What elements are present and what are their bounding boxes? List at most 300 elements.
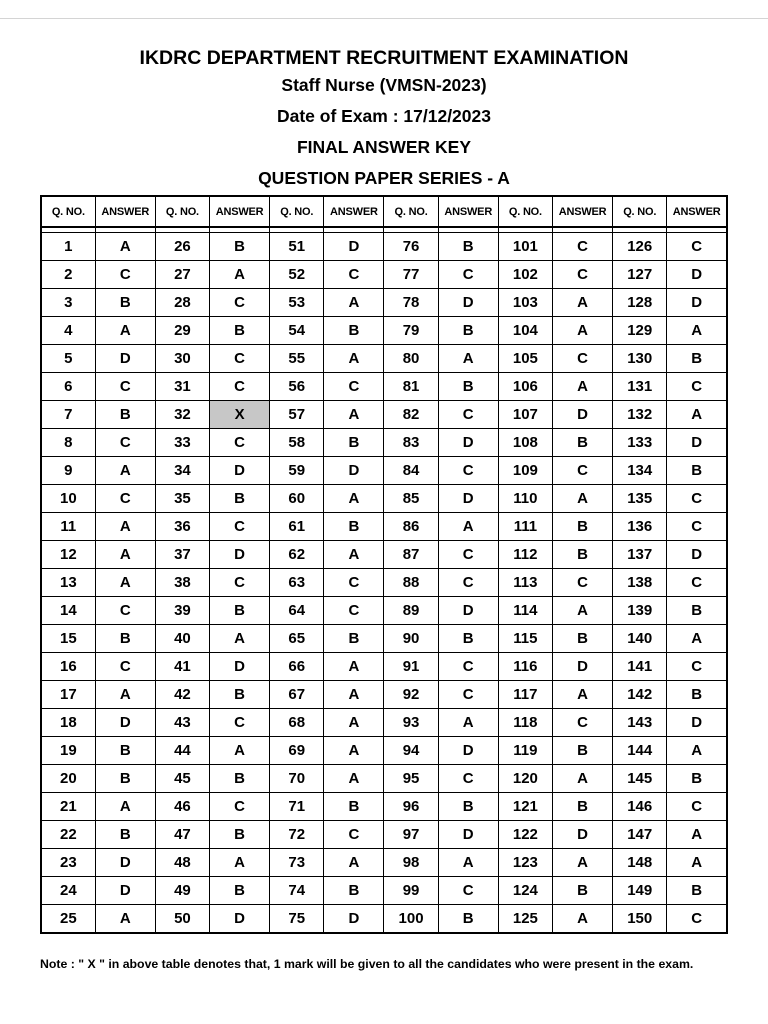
question-number: 127 <box>613 261 667 289</box>
answer-cell: C <box>552 709 612 737</box>
question-number: 38 <box>155 569 209 597</box>
table-row <box>41 317 727 345</box>
answer-cell: A <box>95 905 155 934</box>
answer-cell: A <box>438 345 498 373</box>
question-number: 149 <box>613 877 667 905</box>
answer-cell: D <box>438 289 498 317</box>
question-number: 30 <box>155 345 209 373</box>
answer-cell: C <box>438 681 498 709</box>
answer-cell: D <box>552 653 612 681</box>
answer-cell: A <box>667 737 727 765</box>
question-number: 57 <box>270 401 324 429</box>
question-number: 54 <box>270 317 324 345</box>
answer-cell: A <box>438 709 498 737</box>
answer-cell: B <box>95 821 155 849</box>
question-number: 32 <box>155 401 209 429</box>
answer-cell: B <box>667 765 727 793</box>
question-number: 1 <box>41 233 95 261</box>
answer-cell: C <box>552 569 612 597</box>
answer-cell: A <box>667 821 727 849</box>
answer-cell: C <box>324 597 384 625</box>
question-number: 126 <box>613 233 667 261</box>
question-number: 121 <box>498 793 552 821</box>
table-row <box>41 373 727 401</box>
question-number: 39 <box>155 597 209 625</box>
question-number: 3 <box>41 289 95 317</box>
question-number: 26 <box>155 233 209 261</box>
answer-cell: C <box>324 821 384 849</box>
question-number: 19 <box>41 737 95 765</box>
answer-cell: C <box>438 877 498 905</box>
answer-cell: A <box>552 681 612 709</box>
question-number: 139 <box>613 597 667 625</box>
answer-cell: D <box>667 429 727 457</box>
question-number: 147 <box>613 821 667 849</box>
answer-cell: B <box>552 541 612 569</box>
answer-cell: D <box>209 541 269 569</box>
question-number: 63 <box>270 569 324 597</box>
answer-cell: B <box>324 429 384 457</box>
answer-cell: D <box>95 345 155 373</box>
answer-cell: A <box>324 401 384 429</box>
question-number: 7 <box>41 401 95 429</box>
question-number: 34 <box>155 457 209 485</box>
answer-cell: D <box>438 485 498 513</box>
answer-cell: B <box>209 821 269 849</box>
answer-cell: C <box>209 793 269 821</box>
answer-cell: A <box>95 513 155 541</box>
answer-cell: B <box>324 317 384 345</box>
question-number: 5 <box>41 345 95 373</box>
answer-cell: B <box>552 429 612 457</box>
question-number: 138 <box>613 569 667 597</box>
answer-cell: C <box>438 541 498 569</box>
answer-cell: A <box>95 317 155 345</box>
question-number: 6 <box>41 373 95 401</box>
answer-cell: C <box>667 233 727 261</box>
question-number: 122 <box>498 821 552 849</box>
table-row <box>41 457 727 485</box>
question-number: 116 <box>498 653 552 681</box>
question-number: 111 <box>498 513 552 541</box>
question-number: 49 <box>155 877 209 905</box>
answer-key-body <box>41 227 727 933</box>
question-number: 64 <box>270 597 324 625</box>
answer-cell: A <box>667 401 727 429</box>
question-number: 146 <box>613 793 667 821</box>
question-number: 132 <box>613 401 667 429</box>
answer-cell: A <box>95 541 155 569</box>
table-row <box>41 513 727 541</box>
answer-header: ANSWER <box>438 196 498 227</box>
answer-cell: C <box>667 653 727 681</box>
answer-cell: D <box>95 849 155 877</box>
question-number: 79 <box>384 317 438 345</box>
answer-cell: A <box>324 709 384 737</box>
question-number: 69 <box>270 737 324 765</box>
answer-cell: B <box>95 289 155 317</box>
table-row <box>41 401 727 429</box>
answer-cell: A <box>209 625 269 653</box>
answer-cell: B <box>95 765 155 793</box>
question-number: 80 <box>384 345 438 373</box>
question-number: 119 <box>498 737 552 765</box>
answer-cell: A <box>552 597 612 625</box>
question-number: 36 <box>155 513 209 541</box>
question-number: 67 <box>270 681 324 709</box>
question-number: 94 <box>384 737 438 765</box>
answer-cell: B <box>667 457 727 485</box>
answer-cell: D <box>209 905 269 934</box>
answer-cell: B <box>209 485 269 513</box>
table-row <box>41 765 727 793</box>
q-no-header: Q. NO. <box>155 196 209 227</box>
answer-cell: D <box>209 457 269 485</box>
question-number: 23 <box>41 849 95 877</box>
question-number: 125 <box>498 905 552 934</box>
question-number: 51 <box>270 233 324 261</box>
answer-cell: D <box>667 709 727 737</box>
answer-header: ANSWER <box>552 196 612 227</box>
question-number: 70 <box>270 765 324 793</box>
answer-cell: B <box>324 877 384 905</box>
answer-cell: B <box>438 373 498 401</box>
question-number: 13 <box>41 569 95 597</box>
answer-cell: B <box>209 317 269 345</box>
question-number: 27 <box>155 261 209 289</box>
answer-cell: A <box>324 681 384 709</box>
answer-cell: B <box>209 765 269 793</box>
question-number: 14 <box>41 597 95 625</box>
answer-cell: B <box>438 625 498 653</box>
question-number: 17 <box>41 681 95 709</box>
answer-cell: A <box>552 849 612 877</box>
answer-cell: C <box>209 373 269 401</box>
answer-cell: C <box>95 653 155 681</box>
question-number: 62 <box>270 541 324 569</box>
question-number: 29 <box>155 317 209 345</box>
question-number: 109 <box>498 457 552 485</box>
question-number: 65 <box>270 625 324 653</box>
answer-cell: B <box>95 401 155 429</box>
answer-cell: B <box>324 625 384 653</box>
question-number: 20 <box>41 765 95 793</box>
table-row <box>41 821 727 849</box>
question-number: 106 <box>498 373 552 401</box>
answer-cell: A <box>209 737 269 765</box>
answer-cell: B <box>667 681 727 709</box>
question-number: 86 <box>384 513 438 541</box>
question-number: 100 <box>384 905 438 934</box>
question-number: 24 <box>41 877 95 905</box>
answer-cell: A <box>95 793 155 821</box>
answer-cell: C <box>324 261 384 289</box>
answer-cell: B <box>95 625 155 653</box>
answer-cell: C <box>209 513 269 541</box>
answer-header: ANSWER <box>324 196 384 227</box>
answer-cell: B <box>324 513 384 541</box>
answer-cell: C <box>209 709 269 737</box>
question-number: 148 <box>613 849 667 877</box>
answer-cell: B <box>667 877 727 905</box>
answer-cell: C <box>438 261 498 289</box>
question-number: 112 <box>498 541 552 569</box>
answer-cell: C <box>95 429 155 457</box>
exam-title: IKDRC DEPARTMENT RECRUITMENT EXAMINATION <box>139 47 629 69</box>
table-row <box>41 737 727 765</box>
answer-cell: C <box>95 485 155 513</box>
question-number: 56 <box>270 373 324 401</box>
answer-cell: B <box>324 793 384 821</box>
answer-cell: A <box>324 289 384 317</box>
key-type: FINAL ANSWER KEY <box>296 137 472 157</box>
question-number: 68 <box>270 709 324 737</box>
answer-cell: D <box>438 429 498 457</box>
q-no-header: Q. NO. <box>613 196 667 227</box>
table-row <box>41 793 727 821</box>
table-row <box>41 261 727 289</box>
answer-cell: A <box>324 765 384 793</box>
table-row <box>41 485 727 513</box>
answer-cell: D <box>324 905 384 934</box>
answer-cell: D <box>438 597 498 625</box>
table-header-row <box>41 196 727 227</box>
table-row <box>41 905 727 934</box>
question-number: 21 <box>41 793 95 821</box>
question-number: 42 <box>155 681 209 709</box>
question-number: 28 <box>155 289 209 317</box>
answer-cell: B <box>438 317 498 345</box>
answer-cell: D <box>324 233 384 261</box>
answer-cell: A <box>667 849 727 877</box>
answer-cell: D <box>438 737 498 765</box>
answer-cell: D <box>438 821 498 849</box>
answer-cell: C <box>438 765 498 793</box>
question-number: 113 <box>498 569 552 597</box>
table-row <box>41 289 727 317</box>
question-number: 115 <box>498 625 552 653</box>
q-no-header: Q. NO. <box>498 196 552 227</box>
top-divider <box>0 18 768 19</box>
question-number: 90 <box>384 625 438 653</box>
answer-header: ANSWER <box>209 196 269 227</box>
question-number: 73 <box>270 849 324 877</box>
question-number: 74 <box>270 877 324 905</box>
answer-cell: B <box>438 905 498 934</box>
question-number: 75 <box>270 905 324 934</box>
table-row <box>41 849 727 877</box>
question-number: 140 <box>613 625 667 653</box>
question-number: 105 <box>498 345 552 373</box>
answer-cell: D <box>667 261 727 289</box>
answer-cell: A <box>438 849 498 877</box>
answer-cell: A <box>552 289 612 317</box>
question-number: 60 <box>270 485 324 513</box>
question-number: 50 <box>155 905 209 934</box>
question-number: 88 <box>384 569 438 597</box>
answer-cell: C <box>667 569 727 597</box>
question-number: 133 <box>613 429 667 457</box>
question-number: 43 <box>155 709 209 737</box>
answer-cell: A <box>95 569 155 597</box>
question-number: 91 <box>384 653 438 681</box>
answer-cell: A <box>95 233 155 261</box>
answer-cell: B <box>552 625 612 653</box>
answer-key-table <box>40 195 728 934</box>
question-number: 150 <box>613 905 667 934</box>
question-number: 82 <box>384 401 438 429</box>
question-number: 18 <box>41 709 95 737</box>
question-number: 99 <box>384 877 438 905</box>
question-number: 120 <box>498 765 552 793</box>
answer-cell: B <box>209 681 269 709</box>
question-number: 143 <box>613 709 667 737</box>
answer-cell: C <box>552 233 612 261</box>
answer-cell: A <box>95 457 155 485</box>
question-number: 118 <box>498 709 552 737</box>
answer-cell: C <box>95 261 155 289</box>
answer-cell: B <box>209 877 269 905</box>
table-row <box>41 681 727 709</box>
answer-cell: C <box>324 569 384 597</box>
answer-cell: C <box>438 457 498 485</box>
answer-cell: A <box>552 317 612 345</box>
answer-cell: D <box>667 289 727 317</box>
table-row <box>41 877 727 905</box>
answer-cell: A <box>552 905 612 934</box>
table-row <box>41 429 727 457</box>
answer-cell: D <box>552 821 612 849</box>
question-number: 101 <box>498 233 552 261</box>
table-row <box>41 569 727 597</box>
q-no-header: Q. NO. <box>384 196 438 227</box>
question-number: 96 <box>384 793 438 821</box>
answer-cell: A <box>667 625 727 653</box>
answer-cell: A <box>324 345 384 373</box>
question-number: 53 <box>270 289 324 317</box>
question-number: 110 <box>498 485 552 513</box>
question-number: 123 <box>498 849 552 877</box>
question-number: 97 <box>384 821 438 849</box>
question-number: 44 <box>155 737 209 765</box>
answer-cell: B <box>438 233 498 261</box>
question-number: 16 <box>41 653 95 681</box>
answer-header: ANSWER <box>667 196 727 227</box>
answer-cell: B <box>552 877 612 905</box>
answer-cell: A <box>552 485 612 513</box>
table-row <box>41 597 727 625</box>
table-row <box>41 625 727 653</box>
question-number: 134 <box>613 457 667 485</box>
question-number: 45 <box>155 765 209 793</box>
question-number: 145 <box>613 765 667 793</box>
question-number: 84 <box>384 457 438 485</box>
exam-date: Date of Exam : 17/12/2023 <box>276 106 491 126</box>
answer-cell: A <box>209 849 269 877</box>
paper-series: QUESTION PAPER SERIES - A <box>258 168 510 188</box>
question-number: 10 <box>41 485 95 513</box>
question-number: 35 <box>155 485 209 513</box>
question-number: 85 <box>384 485 438 513</box>
question-number: 83 <box>384 429 438 457</box>
answer-cell: A <box>324 653 384 681</box>
question-number: 144 <box>613 737 667 765</box>
question-number: 77 <box>384 261 438 289</box>
table-row <box>41 541 727 569</box>
answer-cell: A <box>552 765 612 793</box>
question-number: 107 <box>498 401 552 429</box>
table-row <box>41 653 727 681</box>
question-number: 142 <box>613 681 667 709</box>
answer-cell: C <box>667 373 727 401</box>
post-name: Staff Nurse (VMSN-2023) <box>281 75 487 95</box>
question-number: 93 <box>384 709 438 737</box>
table-row <box>41 345 727 373</box>
question-number: 9 <box>41 457 95 485</box>
q-no-header: Q. NO. <box>41 196 95 227</box>
question-number: 47 <box>155 821 209 849</box>
question-number: 124 <box>498 877 552 905</box>
question-number: 76 <box>384 233 438 261</box>
answer-cell: B <box>95 737 155 765</box>
answer-cell: C <box>552 457 612 485</box>
question-number: 89 <box>384 597 438 625</box>
table-row <box>41 709 727 737</box>
answer-cell: C <box>667 793 727 821</box>
question-number: 61 <box>270 513 324 541</box>
answer-cell: D <box>95 877 155 905</box>
answer-cell: A <box>324 737 384 765</box>
question-number: 25 <box>41 905 95 934</box>
question-number: 81 <box>384 373 438 401</box>
question-number: 59 <box>270 457 324 485</box>
question-number: 114 <box>498 597 552 625</box>
footnote: Note : " X " in above table denotes that, 1 mark will be given to all the candidates who were present in the exam. <box>40 957 694 971</box>
question-number: 104 <box>498 317 552 345</box>
question-number: 78 <box>384 289 438 317</box>
question-number: 135 <box>613 485 667 513</box>
answer-cell: A <box>324 849 384 877</box>
answer-cell: B <box>209 597 269 625</box>
table-row <box>41 233 727 261</box>
question-number: 87 <box>384 541 438 569</box>
document-header <box>0 46 768 194</box>
answer-cell: C <box>667 905 727 934</box>
answer-cell: B <box>552 793 612 821</box>
question-number: 137 <box>613 541 667 569</box>
question-number: 102 <box>498 261 552 289</box>
question-number: 130 <box>613 345 667 373</box>
answer-cell: B <box>552 737 612 765</box>
answer-cell: C <box>209 289 269 317</box>
question-number: 15 <box>41 625 95 653</box>
answer-cell: X <box>209 401 269 429</box>
answer-cell: C <box>552 261 612 289</box>
answer-cell: C <box>552 345 612 373</box>
question-number: 37 <box>155 541 209 569</box>
answer-cell: C <box>324 373 384 401</box>
answer-cell: C <box>95 597 155 625</box>
question-number: 98 <box>384 849 438 877</box>
question-number: 95 <box>384 765 438 793</box>
question-number: 12 <box>41 541 95 569</box>
answer-cell: A <box>209 261 269 289</box>
answer-cell: B <box>438 793 498 821</box>
answer-cell: A <box>324 541 384 569</box>
answer-cell: C <box>667 485 727 513</box>
question-number: 4 <box>41 317 95 345</box>
answer-cell: C <box>438 653 498 681</box>
